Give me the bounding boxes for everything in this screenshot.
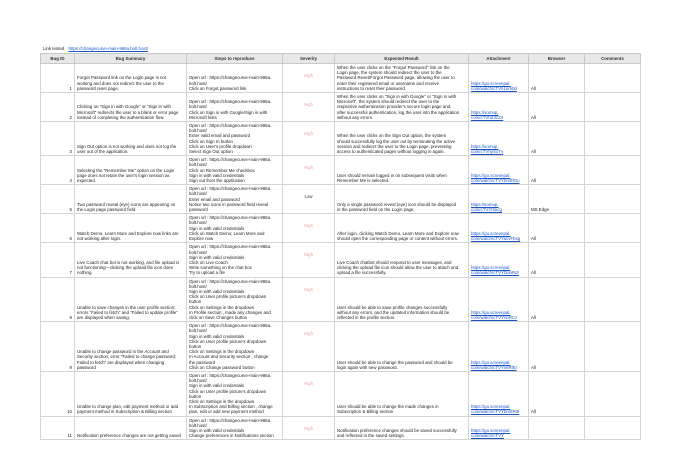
table-row[interactable] (41, 185, 641, 214)
steps-line: Open url : https://changecurve-main-986a. (189, 417, 272, 423)
browser-cell[interactable]: All (529, 322, 585, 372)
steps-line: Enter valid email and password (189, 133, 251, 139)
steps-cell[interactable] (187, 64, 283, 93)
bug-report-table (40, 53, 641, 440)
table-row[interactable] (41, 156, 641, 185)
attachment-link-line: https://go.screenpal. (471, 80, 511, 86)
steps-line: Open url : https://changecurve-main-986a. (189, 123, 272, 129)
steps-line: bolt.host/ (189, 80, 207, 86)
steps-line: Sign in with valid credentials (189, 428, 245, 433)
bug-summary-line: Unable to save changes in the user profile section; (77, 304, 176, 310)
attachment-link-line: https://somup. (471, 143, 499, 149)
expected-result-line: should open the corresponding page or content without errors. (337, 236, 459, 242)
header-expected-result[interactable]: Expected Result (335, 54, 469, 64)
expected-result-cell[interactable] (335, 122, 469, 156)
steps-cell[interactable] (187, 214, 283, 243)
comments-cell[interactable] (585, 214, 641, 243)
browser-cell[interactable]: All (529, 64, 585, 93)
attachment-link-line: https://somup. (471, 109, 499, 115)
header-bug-id[interactable]: Bug ID (41, 54, 75, 64)
expected-result-line: User should be able to change the password and should be (337, 359, 453, 365)
steps-line: Click on User profile picture's dropdown (189, 338, 267, 344)
steps-line: Change preferences in Notifications section (189, 433, 274, 439)
steps-line: Click on Forgot password link (189, 85, 247, 91)
expected-result-line: Live Coach chatbot should respond to user messages, and (337, 259, 452, 265)
attachment-link-line: com/watch/cTVYbm9fOu (471, 178, 520, 184)
bug-summary-line: Unable to change password in the Account and (77, 349, 169, 355)
bug-summary-line: instead of completing the authentication flow. (77, 114, 165, 120)
steps-line: bolt.host/ (189, 328, 207, 334)
expected-result-line: session and redirect the user to the Login page, preventing (337, 143, 452, 149)
bug-summary-cell[interactable] (75, 185, 187, 214)
steps-cell[interactable] (187, 371, 283, 416)
expected-result-line: Remember Me is selected. (337, 178, 390, 184)
expected-result-line: User should remain logged in on subsequent visits when (337, 172, 447, 178)
expected-result-line: reflected in the profile section. (337, 314, 396, 320)
expected-result-line: Login page, the system should redirect the user to the (337, 70, 442, 76)
steps-line: Sign in with valid credentials (189, 383, 245, 389)
attachment-cell[interactable] (469, 214, 529, 243)
attachment-link-line: https://go.screenpal. (471, 230, 511, 236)
expected-result-line: When the user clicks on the Sign Out option, the system (337, 133, 447, 139)
table-row[interactable] (41, 371, 641, 416)
expected-result-line: without any errors. (337, 114, 374, 120)
steps-line: In Profile section , made any changes and (189, 309, 271, 315)
table-row[interactable] (41, 322, 641, 372)
comments-cell[interactable] (585, 243, 641, 277)
attachment-link-line: https://go.screenpal. (471, 309, 511, 315)
steps-line: Open url : https://changecurve-main-986a. (189, 99, 272, 105)
expected-result-line: Microsoft", the system should redirect the user to the (337, 99, 440, 105)
bug-summary-cell[interactable] (75, 214, 187, 243)
bug-summary-line: page does not retain the user's login session as (77, 172, 170, 178)
attachment-link[interactable] (471, 404, 526, 414)
table-row[interactable] (41, 214, 641, 243)
comments-cell[interactable] (585, 371, 641, 416)
attachment-link[interactable] (471, 231, 526, 241)
steps-line: In Subscription and Billing section , change (189, 404, 273, 410)
expected-result-cell[interactable] (335, 93, 469, 122)
steps-line: Click on Settings in the dropdown (189, 349, 255, 355)
attachment-link[interactable] (471, 202, 526, 212)
steps-cell[interactable] (187, 93, 283, 122)
steps-line: Click on User profile picture's dropdown (189, 294, 267, 300)
steps-line: Click on Change password button (189, 364, 255, 370)
expected-result-cell[interactable] (335, 185, 469, 214)
bug-summary-line: Security section; error "Failed to change password: (77, 354, 177, 360)
browser-cell[interactable]: All (529, 122, 585, 156)
attachment-link-line: com/cTVhZ3zZ4 (471, 114, 504, 120)
bug-summary-line: expected. (77, 178, 97, 184)
severity-cell[interactable]: High (283, 277, 335, 322)
steps-line: Explore now (189, 236, 214, 242)
attachment-cell[interactable] (469, 322, 529, 372)
browser-cell[interactable]: All (529, 214, 585, 243)
steps-cell[interactable] (187, 416, 283, 440)
attachment-link-line: com/cTVYf3ucg (471, 207, 502, 213)
table-row[interactable] (41, 243, 641, 277)
attachment-cell[interactable] (469, 243, 529, 277)
attachment-link-line: https://go.screenpal. (471, 359, 511, 365)
bug-summary-line: not working after login. (77, 236, 122, 242)
attachment-cell[interactable] (469, 416, 529, 440)
bug-summary-line: Two password reveal (eye) icons are appearing on (77, 201, 176, 207)
steps-line: bolt.host/ (189, 191, 207, 197)
attachment-link-line: com/watch/cTVYbnnfR0I (471, 409, 520, 415)
expected-result-line: clicking the upload file icon should allow the user to attach and (337, 265, 459, 271)
expected-result-line: When the user clicks on "Sign in with Google" or "Sign in with (337, 94, 457, 100)
bug-summary-cell[interactable] (75, 371, 187, 416)
attachment-cell[interactable] (469, 122, 529, 156)
attachment-link-line: https://go.screenpal. (471, 428, 511, 433)
comments-cell[interactable] (585, 322, 641, 372)
attachment-link[interactable] (471, 360, 526, 370)
steps-cell[interactable] (187, 243, 283, 277)
comments-cell[interactable] (585, 185, 641, 214)
expected-result-cell[interactable] (335, 214, 469, 243)
expected-result-line: When the user clicks on the "Forgot Password" link on the (337, 65, 450, 70)
severity-cell[interactable]: High (283, 416, 335, 440)
attachment-link[interactable] (471, 265, 526, 275)
severity-cell[interactable]: High (283, 122, 335, 156)
steps-line: button (189, 393, 202, 399)
steps-line: bolt.host/ (189, 162, 207, 168)
bug-summary-line: Selecting the "Remember Me" option on the Login (77, 167, 175, 173)
attachment-link-line: com/watch/cTVh1nrfi0d (471, 85, 517, 91)
steps-line: Click on Sign In button (189, 138, 233, 144)
severity-cell[interactable]: High (283, 371, 335, 416)
bug-rows (41, 64, 641, 440)
bug-id-cell[interactable]: 2 (41, 93, 75, 122)
expected-result-cell[interactable] (335, 156, 469, 185)
browser-cell[interactable]: All (529, 93, 585, 122)
browser-cell[interactable]: All (529, 243, 585, 277)
bug-summary-cell[interactable] (75, 64, 187, 93)
steps-line: Open url : https://changecurve-main-986a. (189, 215, 272, 221)
expected-result-cell[interactable] (335, 416, 469, 440)
severity-cell[interactable]: High (283, 243, 335, 277)
bug-summary-cell[interactable] (75, 156, 187, 185)
bug-summary-line: Watch Demo, Learn More and Explore now links are (77, 230, 179, 236)
bug-summary-line: not functioning—clicking the upload file icon does (77, 265, 173, 271)
table-row[interactable] (41, 122, 641, 156)
attachment-link-line: https://go.screenpal. (471, 265, 511, 271)
steps-line: Enter email and password (189, 196, 240, 202)
link-tested-url[interactable]: https://changecurve-main-986a.bolt.host/ (68, 46, 149, 52)
expected-result-line: in the password field on the Login page. (337, 207, 415, 213)
attachment-link-line: https://go.screenpal. (471, 172, 511, 178)
bug-id-cell[interactable]: 9 (41, 322, 75, 372)
attachment-link-line: com/watch/cTVY (471, 433, 504, 439)
expected-result-line: User should be able to change the made changes in (337, 404, 439, 410)
table-row[interactable] (41, 416, 641, 440)
steps-line: Select Sign Out option (189, 149, 233, 155)
steps-line: plan, edit or add new payment method (189, 409, 264, 415)
expected-result-line: instructions to reset their password. (337, 85, 407, 91)
steps-cell[interactable] (187, 322, 283, 372)
browser-cell[interactable]: All (529, 156, 585, 185)
steps-line: Click on User's profile dropdown (189, 143, 252, 149)
severity-cell[interactable]: Low (283, 185, 335, 214)
bug-summary-line: the Login page password field. (77, 207, 137, 213)
steps-line: Click on Live Coach (189, 259, 228, 265)
bug-summary-line: Failed to fetch" are displayed when changing (77, 359, 165, 365)
steps-line: button (189, 343, 202, 349)
expected-result-cell[interactable] (335, 243, 469, 277)
table-row[interactable] (41, 277, 641, 322)
bug-id-cell[interactable]: 3 (41, 122, 75, 156)
steps-line: Open url : https://changecurve-main-986a. (189, 157, 272, 163)
expected-result-line: Only a single password reveal (eye) icon should be displayed (337, 201, 457, 207)
attachment-link-line: com/watch/cTVYnhRCz (471, 314, 518, 320)
bug-summary-line: working and does not redirect the user to the (77, 80, 164, 86)
bug-summary-line: Sign Out option is not working and does not log the (77, 143, 177, 149)
steps-line: Sign in with valid credentials (189, 254, 245, 260)
bug-id-cell[interactable]: 5 (41, 185, 75, 214)
header-bug-summary[interactable]: Bug Summary (75, 54, 187, 64)
expected-result-line: login again with new password. (337, 364, 398, 370)
steps-line: Click on User profile picture's dropdown (189, 388, 267, 394)
bug-summary-line: Notification preference changes are not getting saved (77, 433, 181, 439)
severity-cell[interactable]: High (283, 156, 335, 185)
attachment-cell[interactable] (469, 277, 529, 322)
steps-line: Open url : https://changecurve-main-986a. (189, 278, 272, 284)
expected-result-line: Password Reset/Forgot Password page, allowing the user to (337, 75, 455, 81)
attachment-link-line: https://go.screenpal. (471, 404, 511, 410)
severity-cell[interactable]: High (283, 214, 335, 243)
steps-line: Open url : https://changecurve-main-986a. (189, 372, 272, 378)
table-row[interactable] (41, 93, 641, 122)
steps-line: Click on Remember Me checkbox (189, 167, 255, 173)
expected-result-line: access to authenticated pages without logging in again. (337, 149, 445, 155)
browser-cell[interactable]: All (529, 277, 585, 322)
browser-cell[interactable] (529, 416, 585, 440)
steps-line: Microsoft links (189, 114, 217, 120)
steps-line: Write something on the chat box (189, 265, 252, 271)
attachment-link-line: com/watch/cTVYacvFbsg (471, 236, 521, 242)
header-comments[interactable]: Comments (585, 54, 641, 64)
browser-cell[interactable]: MS Edge (529, 185, 585, 214)
steps-line: Sign in with valid credentials (189, 225, 245, 231)
bug-id-cell[interactable]: 8 (41, 277, 75, 322)
comments-cell[interactable] (585, 122, 641, 156)
steps-line: bolt.host/ (189, 220, 207, 226)
attachment-link-line: com/watch/cTVYDonRdr (471, 270, 520, 276)
attachment-link-line: com/watch/cTVYvnRfEl (471, 364, 517, 370)
attachment-cell[interactable] (469, 371, 529, 416)
steps-line: password (189, 207, 208, 213)
link-tested-row (40, 44, 640, 53)
bug-summary-line: are displayed when saving. (77, 314, 130, 320)
header-steps-to-reproduce[interactable]: Steps to reproduce (187, 54, 283, 64)
steps-cell[interactable] (187, 185, 283, 214)
bug-id-cell[interactable]: 1 (41, 64, 75, 93)
bug-summary-line: user out of the application. (77, 149, 129, 155)
expected-result-line: and reflected in the saved settings. (337, 433, 405, 439)
steps-line: bolt.host/ (189, 283, 207, 289)
comments-cell[interactable] (585, 93, 641, 122)
expected-result-cell[interactable] (335, 371, 469, 416)
steps-line: button (189, 299, 202, 305)
expected-result-line: without any errors, and the updated information should be (337, 309, 450, 315)
steps-line: Click on Watch Demo; Learn More and (189, 230, 265, 236)
attachment-cell[interactable] (469, 185, 529, 214)
bug-id-cell[interactable]: 7 (41, 243, 75, 277)
attachment-cell[interactable] (469, 93, 529, 122)
steps-line: Open url : https://changecurve-main-986a. (189, 75, 272, 81)
steps-cell[interactable] (187, 122, 283, 156)
comments-cell[interactable] (585, 156, 641, 185)
bug-summary-cell[interactable] (75, 277, 187, 322)
bug-summary-line: password reset page. (77, 85, 119, 91)
attachment-link[interactable] (471, 144, 526, 154)
bug-summary-line: errors "Failed to fetch" and "Failed to update profile" (77, 309, 178, 315)
expected-result-line: respective authentication provider's secure login page and, (337, 104, 452, 110)
steps-line: bolt.host/ (189, 378, 207, 384)
steps-line: Click on Settings in the dropdown (189, 398, 255, 404)
bug-summary-line: password (77, 364, 96, 370)
bug-summary-line: Forgot Password link on the Login page is not (77, 75, 167, 81)
attachment-link[interactable] (471, 310, 526, 320)
steps-line: Click on Sign in with Google/Sign in with (189, 109, 268, 115)
header-attachment[interactable]: Attachment (469, 54, 529, 64)
expected-result-line: After login, clicking Watch Demo, Learn More and Explore now (337, 230, 459, 236)
steps-line: Click on Settings in the dropdown (189, 304, 255, 310)
severity-cell[interactable]: High (283, 322, 335, 372)
expected-result-line: enter their registered email or username and receive (337, 80, 440, 86)
header-row (41, 54, 641, 64)
browser-cell[interactable]: All (529, 371, 585, 416)
steps-line: Open url : https://changecurve-main-986a. (189, 186, 272, 192)
steps-cell[interactable] (187, 277, 283, 322)
attachment-link[interactable] (471, 81, 526, 91)
steps-line: Notice two icons in password field reveal (189, 201, 269, 207)
bug-id-cell[interactable]: 4 (41, 156, 75, 185)
bug-summary-cell[interactable] (75, 93, 187, 122)
attachment-link-line: https://somup. (471, 201, 499, 207)
expected-result-line: Notification preference changes should be saved successfully (337, 428, 457, 433)
steps-line: bolt.host/ (189, 104, 207, 110)
severity-cell[interactable]: High (283, 93, 335, 122)
steps-line: Open url : https://changecurve-main-986a. (189, 244, 272, 250)
steps-line: click on Save Changes button (189, 314, 248, 320)
steps-line: Sign in with valid credentials (189, 172, 245, 178)
steps-line: Sign in with valid credentials (189, 288, 245, 294)
attachment-cell[interactable] (469, 64, 529, 93)
steps-line: Open url : https://changecurve-main-986a. (189, 323, 272, 329)
steps-line: bolt.host/ (189, 249, 207, 255)
severity-cell[interactable]: High (283, 64, 335, 93)
steps-line: bolt.host/ (189, 128, 207, 134)
bug-summary-cell[interactable] (75, 243, 187, 277)
expected-result-line: should successfully log the user out by terminating the active (337, 138, 456, 144)
header-severity[interactable]: Severity (283, 54, 335, 64)
comments-cell[interactable] (585, 416, 641, 440)
bug-summary-line: payment method in Subscription & Billing section (77, 409, 172, 415)
attachment-link-line: com/cTVhySoTv (471, 149, 504, 155)
expected-result-cell[interactable] (335, 322, 469, 372)
bug-summary-line: Unable to change plan, edit payment method or add (77, 404, 179, 410)
bug-id-cell[interactable]: 6 (41, 214, 75, 243)
steps-line: Try to upload a file (189, 270, 225, 276)
bug-summary-line: nothing. (77, 270, 93, 276)
steps-line: Sign in with valid credentials (189, 333, 245, 339)
expected-result-line: after successful authentication, log the user into the application (337, 109, 460, 115)
bug-id-cell[interactable]: 11 (41, 416, 75, 440)
expected-result-line: User should be able to save profile changes successfully (337, 304, 448, 310)
steps-line: Sign out from the application (189, 178, 245, 184)
expected-result-line: Subscription & Billing section (337, 409, 394, 415)
attachment-link[interactable] (471, 428, 526, 438)
bug-summary-cell[interactable] (75, 416, 187, 440)
bug-summary-cell[interactable] (75, 322, 187, 372)
attachment-cell[interactable] (469, 156, 529, 185)
attachment-link[interactable] (471, 110, 526, 120)
table-row[interactable] (41, 64, 641, 93)
expected-result-cell[interactable] (335, 277, 469, 322)
expected-result-cell[interactable] (335, 64, 469, 93)
bug-summary-line: Clicking on "Sign in with Google" or "Sign in with (77, 104, 171, 110)
comments-cell[interactable] (585, 277, 641, 322)
expected-result-line: upload a file successfully. (337, 270, 387, 276)
link-tested-label: Link tested (43, 46, 65, 52)
header-browser[interactable]: Browser (529, 54, 585, 64)
bug-summary-line: Microsoft" redirects the user to a blank or error page (77, 109, 179, 115)
attachment-link[interactable] (471, 173, 526, 183)
comments-cell[interactable] (585, 64, 641, 93)
spreadsheet (40, 44, 640, 440)
steps-line: the password (189, 359, 216, 365)
bug-summary-cell[interactable] (75, 122, 187, 156)
steps-cell[interactable] (187, 156, 283, 185)
steps-line: In Account and Security section , change (189, 354, 269, 360)
bug-summary-line: Live Coach chat bot is not working, and file upload is (77, 259, 180, 265)
steps-line: bolt.host/ (189, 422, 207, 428)
bug-id-cell[interactable]: 10 (41, 371, 75, 416)
